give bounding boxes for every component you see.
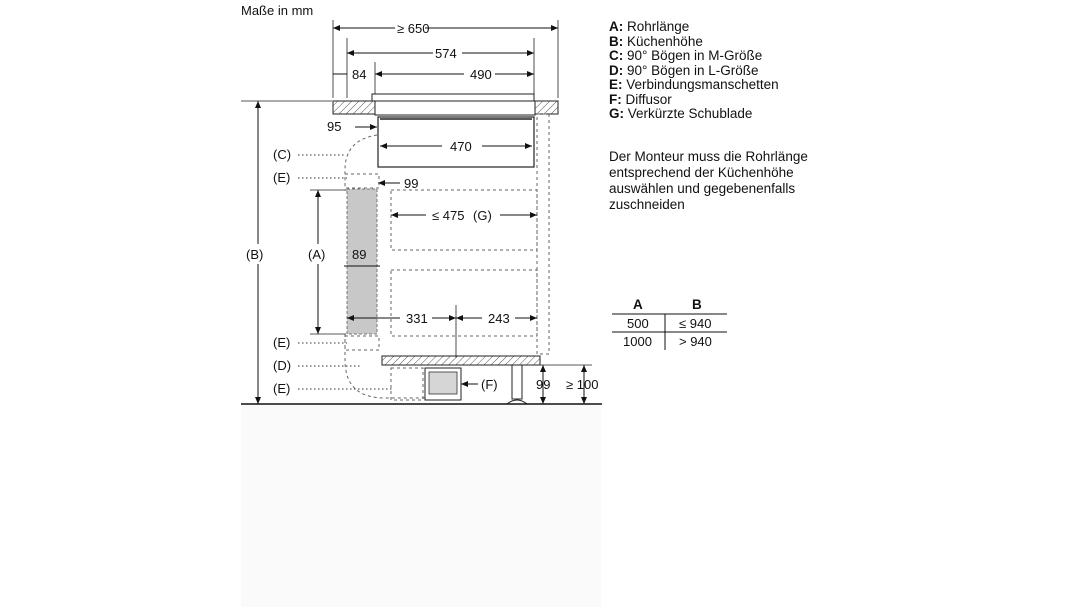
dim-duct-width: 89 — [352, 247, 367, 262]
legend-item-a: A: Rohrlänge — [609, 19, 690, 34]
dim-unit-depth: 470 — [450, 139, 472, 154]
callout-c: (C) — [273, 147, 292, 162]
legend-item-c: C: 90° Bögen in M-Größe — [609, 48, 763, 63]
table-cell-r1-b: ≤ 940 — [679, 316, 712, 331]
callout-e-bottom: (E) — [273, 381, 291, 396]
dim-overall-width: ≥ 650 — [397, 21, 430, 36]
legend — [609, 20, 779, 122]
dim-plinth-height: 99 — [536, 377, 551, 392]
dim-total: 574 — [435, 46, 457, 61]
installer-note: Der Monteur muss die Rohrlänge entsprechend der Küchenhöhe auswählen und gegebenenfalls zuschneiden — [609, 149, 808, 212]
dim-edge-offset: 95 — [327, 119, 342, 134]
legend-item-d: D: 90° Bögen in L-Größe — [609, 62, 759, 78]
dim-drawer-depth: ≤ 475 — [432, 208, 465, 223]
callout-b: (B) — [246, 247, 264, 262]
table-header-a: A — [633, 297, 643, 312]
legend-item-b: B: Küchenhöhe — [609, 33, 703, 49]
table-cell-r2-b: > 940 — [679, 334, 712, 349]
callout-e-mid: (E) — [273, 335, 291, 350]
callout-d: (D) — [273, 358, 292, 373]
lower-drawer — [391, 270, 537, 336]
cabinet-side-panel — [537, 114, 549, 354]
dim-cooktop-width: 490 — [470, 67, 492, 82]
legend-item-e: E: Verbindungsmanschetten — [609, 77, 779, 92]
callout-e-top: (E) — [273, 170, 291, 185]
dim-plinth-min: ≥ 100 — [566, 377, 599, 392]
elbow-d — [345, 334, 425, 398]
callout-f: (F) — [481, 377, 498, 392]
unit-label: Maße in mm — [241, 3, 314, 18]
cooktop-frame — [375, 101, 535, 115]
legend-item-g: G: Verkürzte Schublade — [609, 106, 753, 121]
table-cell-r2-a: 1000 — [623, 334, 652, 349]
dim-front-depth: 243 — [488, 311, 510, 326]
table-header-b: B — [692, 297, 702, 312]
dim-front-offset: 84 — [352, 67, 367, 82]
cabinet-base — [382, 356, 540, 365]
legend-item-f: F: Diffusor — [609, 91, 672, 107]
callout-g: (G) — [473, 208, 492, 223]
cooktop-glass — [372, 94, 534, 101]
callout-a: (A) — [308, 247, 326, 262]
pipe-length-table — [612, 297, 727, 350]
elbow-c — [345, 135, 377, 190]
dim-duct-gap: 99 — [404, 176, 419, 191]
cabinet-foot — [512, 365, 522, 399]
dim-rear-depth: 331 — [406, 311, 428, 326]
table-cell-r1-a: 500 — [627, 316, 649, 331]
